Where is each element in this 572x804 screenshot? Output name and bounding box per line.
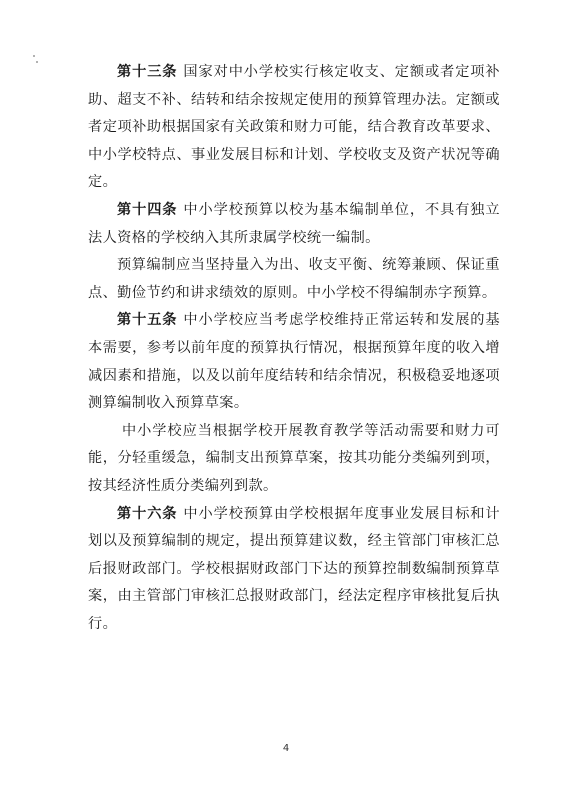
paragraph-article-14 [88,197,500,252]
article-text: 中小学校预算由学校根据年度事业发展目标和计划以及预算编制的规定，提出预算建议数，经主管部门审核汇总后报财政部门。学校根据财政部门下达的预算控制数编制预算草案，由主管部门审核汇总报财政部门，经法定程序审核批复后执行。 [88,505,500,632]
scan-speck [33,55,35,57]
paragraph-article-13 [88,59,500,197]
article-text: 中小学校应当考虑学校维持正常运转和发展的基本需要，参考以前年度的预算执行情况，根据预算年度的收入增减因素和措施，以及以前年度结转和结余情况，积极稳妥地逐项测算编制收入预算草案。 [88,312,500,412]
article-number: 第十三条 [117,64,178,80]
document-body [88,59,500,638]
article-number: 第十四条 [117,201,178,218]
article-text: 中小学校预算以校为基本编制单位，不具有独立法人资格的学校纳入其所隶属学校统一编制。 [88,201,500,246]
paragraph-article-15 [88,307,500,417]
paragraph-article-16 [88,501,500,639]
article-number: 第十六条 [117,505,178,522]
paragraph-expenditure-budget [88,418,500,501]
scan-speck [36,61,38,63]
paragraph-text: 中小学校应当根据学校开展教育教学等活动需要和财力可能，分轻重缓急，编制支出预算草案，按其功能分类编列到项，按其经济性质分类编列到款。 [88,422,500,494]
page-number: 4 [282,743,290,754]
article-number: 第十五条 [117,312,178,329]
paragraph-text: 预算编制应当坚持量入为出、收支平衡、统筹兼顾、保证重点、勤俭节约和讲求绩效的原则。中小学校不得编制赤字预算。 [88,257,500,301]
paragraph-budget-principles [88,252,500,307]
article-text: 国家对中小学校实行核定收支、定额或者定项补助、超支不补、结转和结余按规定使用的预算管理办法。定额或者定项补助根据国家有关政策和财力可能，结合教育改革要求、中小学校特点、事业发展目标和计划、学校收支及资产状况等确定。 [88,64,500,191]
